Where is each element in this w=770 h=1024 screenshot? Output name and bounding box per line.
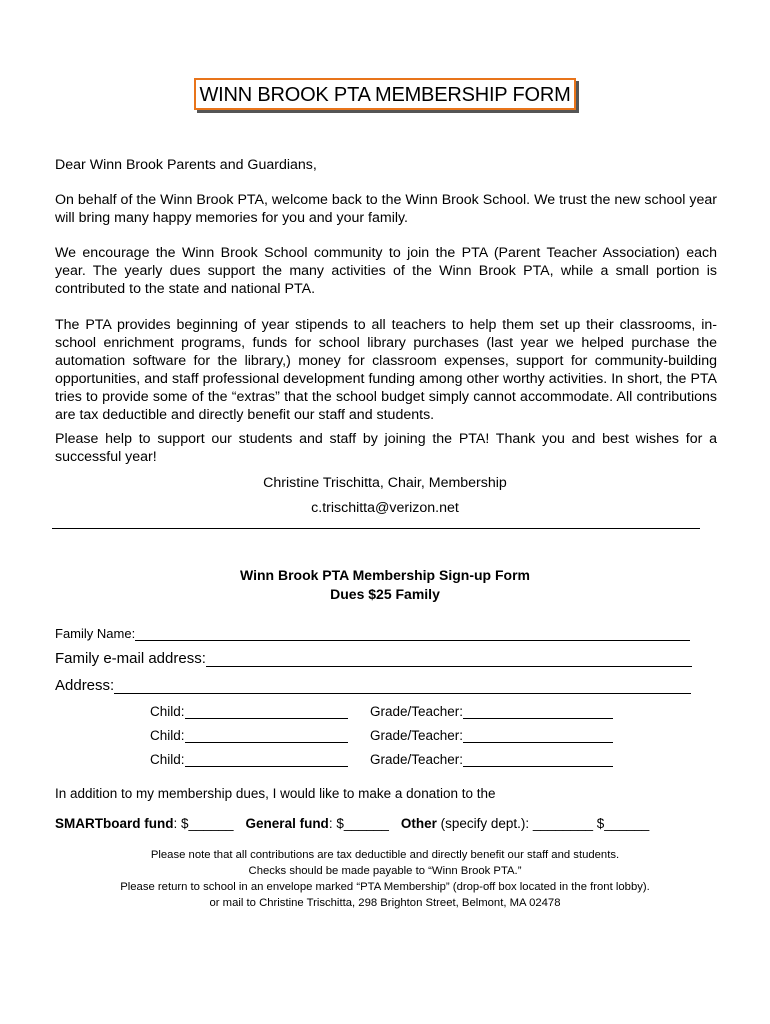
note-return-envelope: Please return to school in an envelope marked “PTA Membership” (drop-off box located in the front lobby). [120, 881, 650, 893]
child-label: Child: [150, 728, 185, 743]
other-fund-amount[interactable]: (specify dept.): ________ $______ [436, 816, 650, 831]
note-checks-payable: Checks should be made payable to “Winn Brook PTA.” [248, 865, 522, 877]
grade-teacher-field-3 [370, 752, 613, 767]
child-input-line[interactable] [185, 729, 348, 743]
note-mail-address: or mail to Christine Trischitta, 298 Brighton Street, Belmont, MA 02478 [209, 897, 561, 909]
family-name-label: Family Name: [55, 626, 136, 641]
child-field-1 [150, 704, 348, 719]
child-field-3 [150, 752, 348, 767]
other-fund-label: Other [400, 816, 437, 831]
general-fund-label: General fund [245, 816, 329, 831]
child-field-2 [150, 728, 348, 743]
greeting: Dear Winn Brook Parents and Guardians, [55, 157, 317, 173]
form-dues: Dues $25 Family [330, 586, 440, 602]
address-field [55, 677, 691, 694]
paragraph-welcome: On behalf of the Winn Brook PTA, welcome back to the Winn Brook School. We trust the new school year will bring many happy memories for you and your family. [55, 192, 717, 226]
smartboard-fund-label: SMARTboard fund [55, 816, 174, 831]
family-email-label: Family e-mail address: [55, 650, 206, 667]
child-input-line[interactable] [185, 753, 348, 767]
family-name-input-line[interactable] [135, 626, 690, 641]
grade-teacher-field-2 [370, 728, 613, 743]
child-input-line[interactable] [185, 705, 348, 719]
title-wrap [0, 78, 770, 110]
paragraph-closing: Please help to support our students and staff by joining the PTA! Thank you and best wishes for a successful year! [55, 431, 717, 465]
grade-teacher-label: Grade/Teacher: [370, 704, 464, 719]
smartboard-fund-amount[interactable]: : $______ [173, 816, 234, 831]
general-fund-amount[interactable]: : $______ [328, 816, 389, 831]
grade-teacher-input-line[interactable] [463, 753, 613, 767]
page-title: WINN BROOK PTA MEMBERSHIP FORM [194, 78, 575, 110]
child-label: Child: [150, 752, 185, 767]
donation-intro: In addition to my membership dues, I would like to make a donation to the [55, 786, 496, 801]
family-name-field [55, 626, 690, 641]
signature-email: c.trischitta@verizon.net [311, 500, 459, 516]
note-tax-deductible: Please note that all contributions are tax deductible and directly benefit our staff and students. [150, 849, 620, 861]
grade-teacher-input-line[interactable] [463, 729, 613, 743]
address-label: Address: [55, 677, 115, 694]
signature-name: Christine Trischitta, Chair, Membership [263, 475, 507, 491]
paragraph-programs: The PTA provides beginning of year stipends to all teachers to help them set up their classrooms, in-school enrichment programs, funds for school library purchases (last year we helped purchase the automation software for the library,) money for classroom expenses, support for community-building opportunities, and staff professional development funding among other worthy activities. In short, the PTA tries to provide some of the “extras” that the school budget simply cannot accommodate. All contributions are tax deductible and directly benefit our staff and students. [55, 317, 717, 423]
grade-teacher-field-1 [370, 704, 613, 719]
grade-teacher-label: Grade/Teacher: [370, 728, 464, 743]
grade-teacher-input-line[interactable] [463, 705, 613, 719]
address-input-line[interactable] [114, 679, 691, 694]
child-label: Child: [150, 704, 185, 719]
donation-funds [55, 815, 649, 833]
family-email-input-line[interactable] [206, 652, 692, 667]
family-email-field [55, 650, 692, 667]
divider [52, 528, 700, 529]
form-heading: Winn Brook PTA Membership Sign-up Form [240, 567, 530, 583]
grade-teacher-label: Grade/Teacher: [370, 752, 464, 767]
paragraph-encourage: We encourage the Winn Brook School community to join the PTA (Parent Teacher Association) each year. The yearly dues support the many activities of the Winn Brook PTA, while a small portion is contributed to the state and national PTA. [55, 245, 717, 297]
